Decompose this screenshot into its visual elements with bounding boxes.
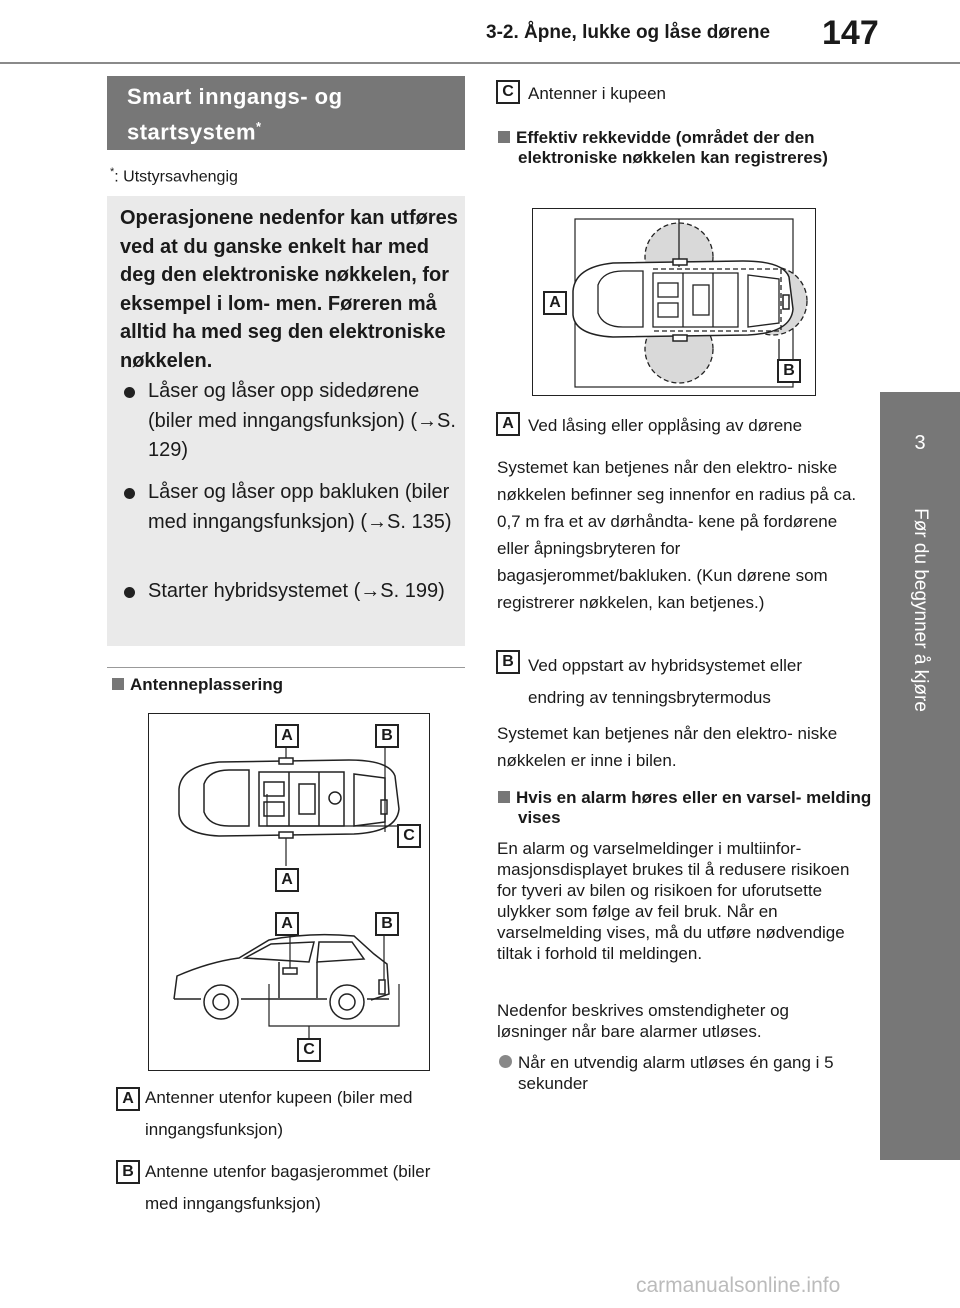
list-item-text: Låser og låser opp bakluken (biler med inngangsfunksjon) (→S. 135) xyxy=(148,481,452,533)
section-divider xyxy=(107,667,465,668)
antenna-location-figure xyxy=(148,713,430,1071)
chapter-number: 3 xyxy=(914,432,926,454)
range-body-b: Systemet kan betjenes når den elektro- niske nøkkelen er inne i bilen. xyxy=(497,724,838,770)
callout-b: B xyxy=(375,724,399,748)
square-bullet-icon xyxy=(112,678,124,690)
square-bullet-icon xyxy=(498,791,510,803)
alarm-heading xyxy=(498,788,878,828)
footnote-mark: * xyxy=(110,166,115,178)
callout-c: C xyxy=(297,1038,321,1062)
range-key-a: A xyxy=(496,412,520,436)
callout-a: A xyxy=(275,868,299,892)
alarm-heading-text: Hvis en alarm høres eller en varsel- melding vises xyxy=(516,788,872,827)
range-body-a: Systemet kan betjenes når den elektro- niske nøkkelen befinner seg innenfor en radius på ca. 0,7 m fra et av dørhåndta- kene på fordørene eller åpningsbryteren for bagasjerommet/bakluken. (Kun dørene som registrerer nøkkelen, kan betjenes.) xyxy=(497,458,857,612)
heading-text: Smart inngangs- og startsystem xyxy=(127,84,343,145)
alarm-bullet-text: Når en utvendig alarm utløses én gang i 5 sekunder xyxy=(518,1053,834,1093)
legend-text-b: Antenne utenfor bagasjerommet (biler med inngangsfunksjon) xyxy=(145,1162,431,1213)
header-divider xyxy=(0,62,960,64)
alarm-paragraph: Nedenfor beskrives omstendigheter og løsninger når bare alarmer utløses. xyxy=(497,1001,789,1041)
page-number: 147 xyxy=(822,14,879,52)
range-heading-text: Effektiv rekkevidde (området der den elektroniske nøkkelen kan registreres) xyxy=(516,128,828,167)
antenna-heading-text: Antenneplassering xyxy=(130,675,284,694)
range-figure xyxy=(532,208,816,396)
section-title: 3-2. Åpne, lukke og låse dørene xyxy=(486,22,771,43)
range-label-a: Ved låsing eller opplåsing av dørene xyxy=(528,416,803,435)
intro-text: Operasjonene nedenfor kan utføres ved at du ganske enkelt har med deg den elektroniske nøkkelen, for eksempel i lom- men. Føreren må alltid ha med seg den elektroniske nøkkelen. xyxy=(120,207,458,372)
car-antenna-illustration xyxy=(149,714,429,1070)
footnote-text: : Utstyrsavhengig xyxy=(114,168,238,186)
legend-key-c: C xyxy=(496,80,520,104)
heading-footnote-mark: * xyxy=(256,119,262,134)
callout-b: B xyxy=(375,912,399,936)
list-item-text: Låser og låser opp sidedørene (biler med inngangsfunksjon) (→S. 129) xyxy=(148,380,456,461)
page-heading xyxy=(127,82,457,147)
list-item-text: Starter hybridsystemet (→S. 199) xyxy=(148,580,445,602)
callout-a: A xyxy=(275,912,299,936)
square-bullet-icon xyxy=(498,131,510,143)
footnote xyxy=(110,166,238,186)
bullet-icon xyxy=(124,488,135,499)
bullet-icon xyxy=(499,1055,512,1068)
legend-key-a: A xyxy=(116,1087,140,1111)
callout-b: B xyxy=(777,359,801,383)
watermark: carmanualsonline.info xyxy=(636,1274,841,1297)
range-heading xyxy=(498,128,878,168)
bullet-icon xyxy=(124,587,135,598)
callout-c: C xyxy=(397,824,421,848)
callout-a: A xyxy=(275,724,299,748)
range-illustration xyxy=(533,209,815,395)
antenna-heading xyxy=(112,675,283,695)
range-label-b: Ved oppstart av hybridsystemet eller endring av tenningsbrytermodus xyxy=(528,656,803,707)
alarm-paragraph: En alarm og varselmeldinger i multiinfor- masjonsdisplayet brukes til å redusere risikoen for tyveri av bilen og risikoen for uforutsette ulykker som følge av feil bruk. Når en varselmelding vises, må du utføre nødvendige tiltak i forhold til meldingen. xyxy=(497,839,850,963)
range-key-b: B xyxy=(496,650,520,674)
chapter-title: Før du begynner å kjøre xyxy=(910,508,931,712)
legend-text-a: Antenner utenfor kupeen (biler med inngangsfunksjon) xyxy=(145,1088,413,1139)
bullet-icon xyxy=(124,387,135,398)
legend-text-c: Antenner i kupeen xyxy=(528,84,666,103)
legend-key-b: B xyxy=(116,1160,140,1184)
callout-a: A xyxy=(543,291,567,315)
